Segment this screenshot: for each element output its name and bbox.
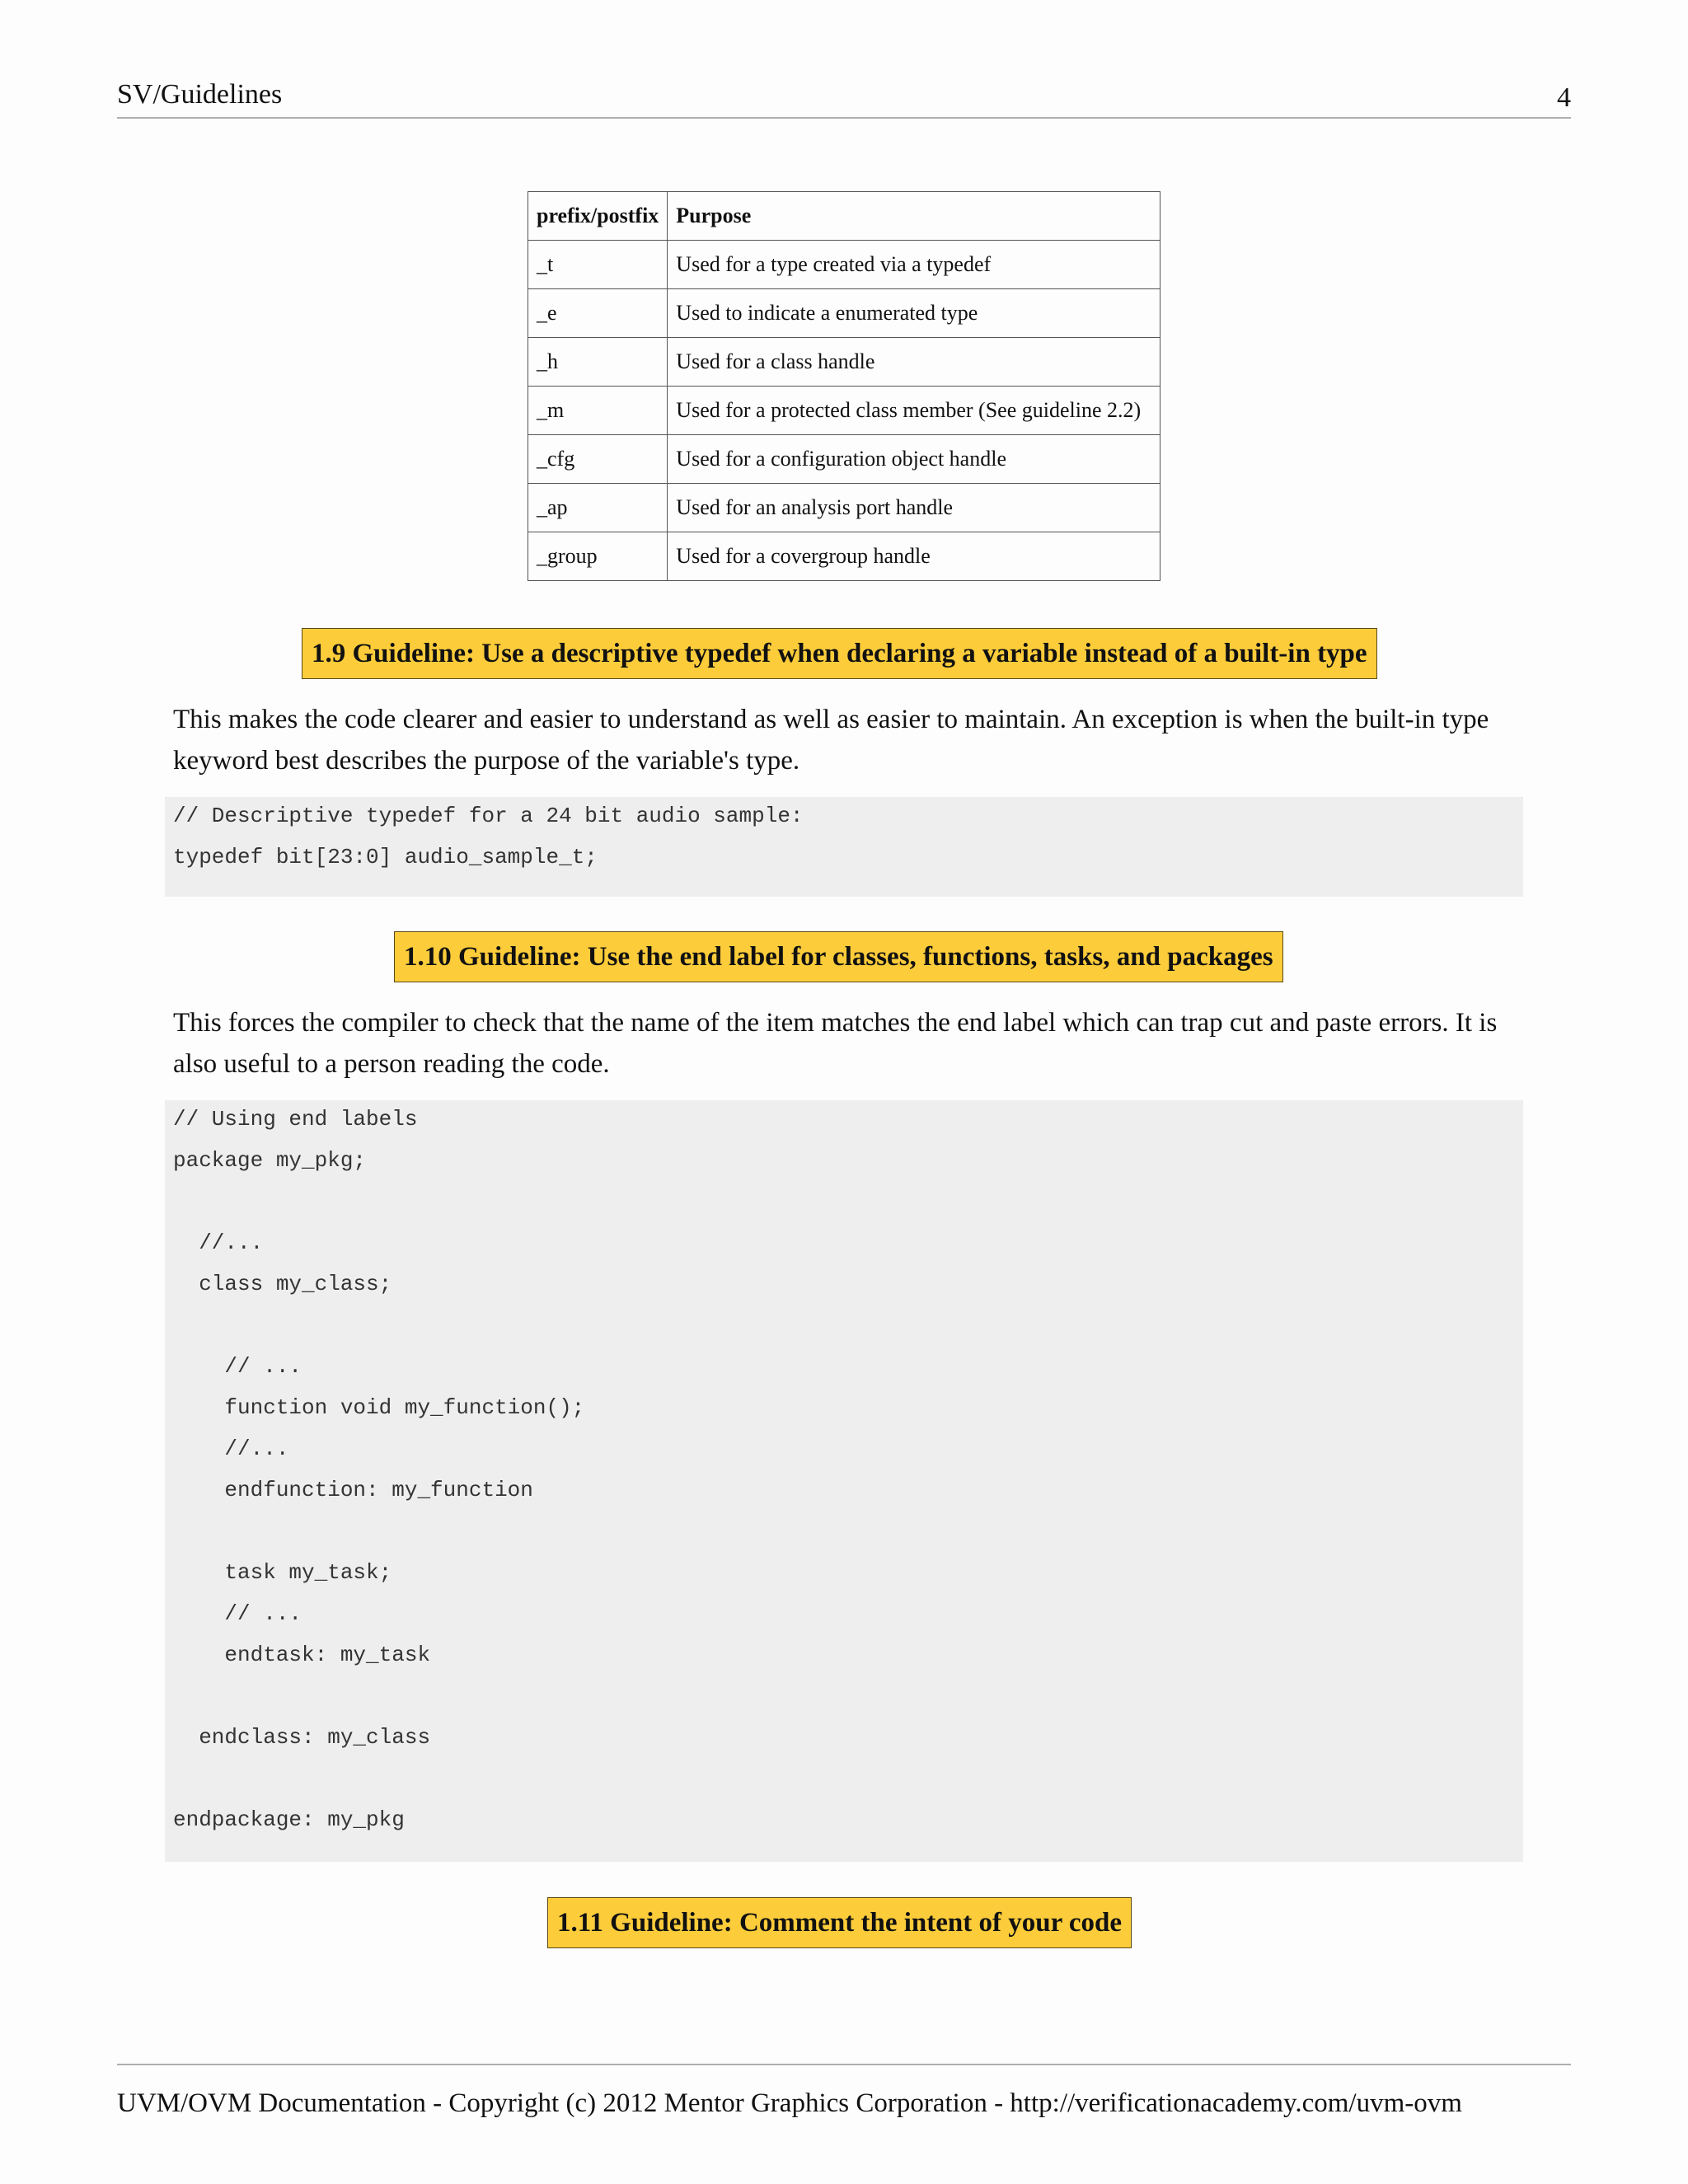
footer-divider: [117, 2064, 1571, 2065]
guideline-1-10-body: This forces the compiler to check that the name of the item matches the end label which can trap cut and paste errors. It is also useful to a person reading the code.: [173, 1008, 1498, 1079]
table-header-prefix: prefix/postfix: [528, 192, 668, 241]
table-row: [528, 484, 1160, 532]
code-line: // ...: [173, 1601, 302, 1626]
table-cell-prefix: _e: [528, 289, 668, 338]
guideline-1-9-body: This makes the code clearer and easier to understand as well as easier to maintain. An exception is when the built-in type keyword best describes the purpose of the variable's type.: [173, 705, 1489, 776]
code-line: class my_class;: [173, 1272, 392, 1296]
code-line: endclass: my_class: [173, 1725, 431, 1750]
table-cell-prefix: _ap: [528, 484, 668, 532]
table-cell-purpose: Used for a covergroup handle: [668, 532, 1160, 581]
code-line: [173, 1684, 1523, 1725]
code-line: typedef bit[23:0] audio_sample_t;: [173, 845, 598, 869]
code-line: endtask: my_task: [173, 1643, 431, 1667]
guideline-1-9-heading: 1.9 Guideline: Use a descriptive typedef when declaring a variable instead of a built-in type: [302, 628, 1377, 679]
code-line: [173, 1519, 1523, 1560]
code-line: [173, 1313, 1523, 1354]
table-row: [528, 532, 1160, 581]
table-row: [528, 289, 1160, 338]
guideline-1-10-code-block: [165, 1100, 1523, 1862]
code-line: endpackage: my_pkg: [173, 1807, 405, 1832]
table-row: [528, 338, 1160, 387]
page-footer: UVM/OVM Documentation - Copyright (c) 2012 Mentor Graphics Corporation - http://verificationacademy.com/uvm-ovm: [117, 2088, 1462, 2118]
code-line: // Using end labels: [173, 1107, 418, 1132]
code-line: package my_pkg;: [173, 1148, 367, 1173]
table-header-row: [528, 192, 1160, 241]
page-header: [117, 79, 1571, 119]
page-number: 4: [1557, 82, 1571, 113]
table-row: [528, 241, 1160, 289]
code-line: // Descriptive typedef for a 24 bit audio sample:: [173, 804, 804, 828]
code-line: endfunction: my_function: [173, 1478, 533, 1502]
table-header-purpose: Purpose: [668, 192, 1160, 241]
table-cell-prefix: _m: [528, 387, 668, 435]
table-cell-purpose: Used for a class handle: [668, 338, 1160, 387]
code-line: //...: [173, 1230, 264, 1255]
table-cell-prefix: _h: [528, 338, 668, 387]
table-cell-purpose: Used for a type created via a typedef: [668, 241, 1160, 289]
prefix-postfix-table: [528, 191, 1160, 581]
code-line: [173, 1189, 1523, 1230]
code-line: //...: [173, 1436, 289, 1461]
header-title: SV/Guidelines: [117, 79, 283, 110]
code-line: function void my_function();: [173, 1395, 585, 1420]
guideline-1-9-code-block: [165, 797, 1523, 897]
code-line: [173, 1766, 1523, 1807]
table-cell-purpose: Used for a protected class member (See guideline 2.2): [668, 387, 1160, 435]
table-row: [528, 387, 1160, 435]
code-line: task my_task;: [173, 1560, 392, 1585]
table-cell-purpose: Used for an analysis port handle: [668, 484, 1160, 532]
table-row: [528, 435, 1160, 484]
guideline-1-11-heading: 1.11 Guideline: Comment the intent of your code: [547, 1897, 1132, 1948]
table-cell-purpose: Used to indicate a enumerated type: [668, 289, 1160, 338]
table-cell-prefix: _t: [528, 241, 668, 289]
table-cell-prefix: _cfg: [528, 435, 668, 484]
table-cell-purpose: Used for a configuration object handle: [668, 435, 1160, 484]
table-cell-prefix: _group: [528, 532, 668, 581]
code-line: // ...: [173, 1354, 302, 1379]
guideline-1-10-heading: 1.10 Guideline: Use the end label for classes, functions, tasks, and packages: [394, 931, 1283, 982]
